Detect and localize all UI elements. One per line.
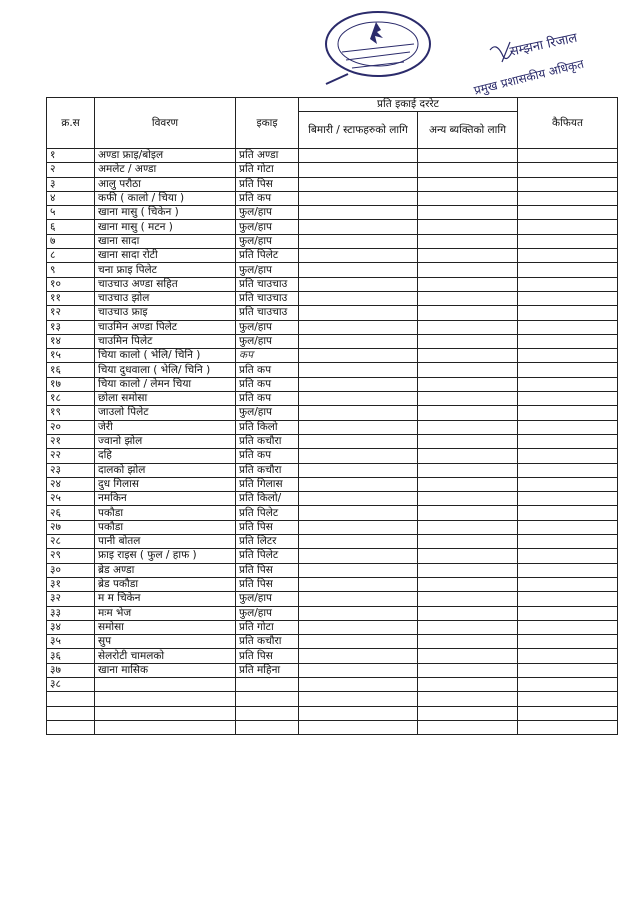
row-rate-other [418,649,518,663]
row-unit: प्रति कप [236,363,299,377]
row-unit [236,677,299,691]
table-row [47,363,618,377]
row-sn: १५ [47,349,95,363]
row-rate-patient [299,620,418,634]
row-description: चाउचाउ अण्डा सहित [95,277,236,291]
row-rate-patient [299,706,418,720]
row-sn: २७ [47,520,95,534]
row-remarks [518,606,618,620]
row-description [95,706,236,720]
row-description: चाउचाउ फ्राइ [95,306,236,320]
row-description: ब्रेड पकौडा [95,577,236,591]
row-rate-other [418,463,518,477]
row-description: छोला समोसा [95,392,236,406]
row-sn: २ [47,163,95,177]
row-rate-patient [299,649,418,663]
rate-table-body [47,149,618,735]
row-rate-other [418,706,518,720]
row-remarks [518,477,618,491]
row-sn: २२ [47,449,95,463]
row-unit: फुल/हाप [236,334,299,348]
row-remarks [518,177,618,191]
row-remarks [518,520,618,534]
row-sn: ३३ [47,606,95,620]
table-row [47,349,618,363]
row-rate-patient [299,463,418,477]
table-row [47,720,618,734]
row-rate-other [418,349,518,363]
row-description: जाउलो पिलेट [95,406,236,420]
row-remarks [518,249,618,263]
row-unit: प्रति पिलेट [236,249,299,263]
row-rate-patient [299,692,418,706]
row-rate-other [418,377,518,391]
row-remarks [518,149,618,163]
row-rate-patient [299,449,418,463]
row-rate-other [418,220,518,234]
row-remarks [518,635,618,649]
row-unit: प्रति पिस [236,563,299,577]
row-remarks [518,420,618,434]
table-row [47,306,618,320]
row-description: सुप [95,635,236,649]
table-row [47,492,618,506]
row-unit: प्रति महिना [236,663,299,677]
row-remarks [518,720,618,734]
row-rate-patient [299,577,418,591]
row-rate-patient [299,234,418,248]
row-unit: प्रति पिलेट [236,549,299,563]
row-rate-other [418,334,518,348]
row-unit: फुल/हाप [236,220,299,234]
row-remarks [518,277,618,291]
row-sn: ३४ [47,620,95,634]
row-remarks [518,434,618,448]
row-sn: ३७ [47,663,95,677]
row-rate-other [418,291,518,305]
header-remarks: कैफियत [518,98,618,149]
row-unit: प्रति कप [236,377,299,391]
table-row [47,506,618,520]
row-description: सेलरोटी चामलको [95,649,236,663]
row-rate-patient [299,663,418,677]
row-rate-patient [299,191,418,205]
row-remarks [518,649,618,663]
row-remarks [518,306,618,320]
table-row [47,520,618,534]
signatory-name: सम्झना रिजाल [508,30,579,60]
row-rate-other [418,363,518,377]
row-rate-patient [299,306,418,320]
row-description: खाना मासु ( चिकेन ) [95,206,236,220]
row-rate-other [418,263,518,277]
row-remarks [518,334,618,348]
row-remarks [518,263,618,277]
row-sn: ३२ [47,592,95,606]
table-row [47,234,618,248]
row-sn: ३८ [47,677,95,691]
row-description: अमलेट / अण्डा [95,163,236,177]
table-row [47,606,618,620]
row-description: खाना मासु ( मटन ) [95,220,236,234]
row-sn: ३६ [47,649,95,663]
row-rate-patient [299,477,418,491]
row-description: पकौडा [95,506,236,520]
row-unit [236,720,299,734]
row-rate-other [418,406,518,420]
table-row [47,449,618,463]
row-description: आलु परौठा [95,177,236,191]
row-description: चाउचाउ झोल [95,291,236,305]
row-remarks [518,663,618,677]
row-remarks [518,549,618,563]
row-sn: २५ [47,492,95,506]
row-sn: ११ [47,291,95,305]
row-rate-other [418,720,518,734]
row-unit: कप [236,349,299,363]
header-rate-patient: बिमारी / स्टाफहरुको लागि [299,112,418,149]
row-unit: प्रति कचौरा [236,463,299,477]
row-rate-patient [299,563,418,577]
row-unit: प्रति किलो [236,420,299,434]
row-unit: प्रति गोटा [236,620,299,634]
row-unit: प्रति चाउचाउ [236,306,299,320]
table-row [47,434,618,448]
signatory-title: प्रमुख प्रशासकीय अधिकृत [472,56,586,98]
row-rate-patient [299,606,418,620]
row-description: जेरी [95,420,236,434]
row-unit: प्रति कप [236,191,299,205]
row-sn: १२ [47,306,95,320]
row-remarks [518,535,618,549]
row-rate-patient [299,406,418,420]
table-row [47,549,618,563]
row-rate-other [418,520,518,534]
row-sn: २८ [47,535,95,549]
row-unit: प्रति पिस [236,577,299,591]
row-sn: ५ [47,206,95,220]
row-rate-other [418,434,518,448]
row-remarks [518,163,618,177]
row-description: कफी ( कालो / चिया ) [95,191,236,205]
row-sn: २४ [47,477,95,491]
table-row [47,206,618,220]
row-sn: १४ [47,334,95,348]
row-sn: २० [47,420,95,434]
row-rate-patient [299,177,418,191]
row-remarks [518,406,618,420]
table-row [47,163,618,177]
table-row [47,620,618,634]
row-description: चाउमिन अण्डा पिलेट [95,320,236,334]
row-rate-other [418,692,518,706]
row-unit: फुल/हाप [236,263,299,277]
row-unit: प्रति पिस [236,520,299,534]
row-rate-other [418,234,518,248]
row-rate-other [418,663,518,677]
row-description: चना फ्राइ पिलेट [95,263,236,277]
row-remarks [518,449,618,463]
row-unit: फुल/हाप [236,406,299,420]
row-sn: ८ [47,249,95,263]
row-rate-patient [299,206,418,220]
row-description [95,692,236,706]
row-rate-patient [299,592,418,606]
row-sn: ३५ [47,635,95,649]
row-rate-patient [299,277,418,291]
row-rate-other [418,492,518,506]
row-sn: ३ [47,177,95,191]
row-unit: फुल/हाप [236,206,299,220]
row-sn: १० [47,277,95,291]
row-rate-patient [299,677,418,691]
office-stamp [318,4,438,88]
row-unit: प्रति कप [236,392,299,406]
row-remarks [518,506,618,520]
row-sn: २३ [47,463,95,477]
row-rate-other [418,677,518,691]
row-unit: फुल/हाप [236,606,299,620]
row-remarks [518,492,618,506]
table-row [47,220,618,234]
row-sn: ६ [47,220,95,234]
row-sn [47,692,95,706]
row-description: खाना सादा रोटी [95,249,236,263]
row-rate-patient [299,291,418,305]
row-remarks [518,706,618,720]
table-row [47,592,618,606]
table-row [47,177,618,191]
table-row [47,535,618,549]
table-row [47,377,618,391]
row-description: समोसा [95,620,236,634]
row-sn [47,720,95,734]
row-rate-other [418,635,518,649]
row-rate-other [418,477,518,491]
rate-table [46,97,618,735]
row-description: चिया कालो / लेमन चिया [95,377,236,391]
header-sn: क्र.स [47,98,95,149]
row-unit [236,706,299,720]
table-row [47,249,618,263]
row-rate-other [418,549,518,563]
row-unit: प्रति किलो/ [236,492,299,506]
row-rate-other [418,163,518,177]
row-description: चिया दुधवाला ( भेलि/ चिनि ) [95,363,236,377]
row-remarks [518,349,618,363]
row-sn: १८ [47,392,95,406]
row-sn: ३० [47,563,95,577]
row-rate-other [418,392,518,406]
row-unit: फुल/हाप [236,234,299,248]
row-rate-other [418,149,518,163]
row-remarks [518,677,618,691]
table-row [47,191,618,205]
row-sn: २९ [47,549,95,563]
row-description: दालको झोल [95,463,236,477]
row-sn: ७ [47,234,95,248]
row-unit: प्रति चाउचाउ [236,291,299,305]
row-rate-other [418,320,518,334]
table-row [47,563,618,577]
row-description: नमकिन [95,492,236,506]
row-sn: २१ [47,434,95,448]
row-rate-patient [299,520,418,534]
row-unit: प्रति पिस [236,177,299,191]
row-rate-other [418,249,518,263]
row-description: खाना मासिक [95,663,236,677]
table-row [47,692,618,706]
row-remarks [518,577,618,591]
row-rate-patient [299,549,418,563]
row-rate-patient [299,434,418,448]
row-sn: ३१ [47,577,95,591]
table-row [47,392,618,406]
table-row [47,677,618,691]
row-rate-other [418,563,518,577]
table-row [47,649,618,663]
row-rate-patient [299,635,418,649]
row-rate-patient [299,492,418,506]
row-unit: प्रति गिलास [236,477,299,491]
row-rate-patient [299,320,418,334]
row-rate-other [418,620,518,634]
table-row [47,291,618,305]
row-unit: प्रति पिलेट [236,506,299,520]
row-rate-other [418,277,518,291]
row-description: चाउमिन पिलेट [95,334,236,348]
row-remarks [518,291,618,305]
row-description: पकौडा [95,520,236,534]
row-rate-patient [299,506,418,520]
row-sn [47,706,95,720]
row-rate-other [418,506,518,520]
row-remarks [518,620,618,634]
table-row [47,149,618,163]
table-row [47,277,618,291]
row-rate-other [418,592,518,606]
row-rate-patient [299,720,418,734]
row-rate-patient [299,249,418,263]
row-description [95,720,236,734]
row-rate-other [418,177,518,191]
row-remarks [518,692,618,706]
row-rate-patient [299,334,418,348]
row-unit: प्रति कचौरा [236,635,299,649]
table-row [47,406,618,420]
header-rate-other: अन्य ब्यक्तिको लागि [418,112,518,149]
row-description: दुध गिलास [95,477,236,491]
row-description: ज्वानो झोल [95,434,236,448]
row-description: म म चिकेन [95,592,236,606]
row-sn: १७ [47,377,95,391]
row-rate-patient [299,420,418,434]
row-description: फ्राइ राइस ( फुल / हाफ ) [95,549,236,563]
row-unit: प्रति गोटा [236,163,299,177]
row-unit: प्रति चाउचाउ [236,277,299,291]
table-row [47,635,618,649]
row-unit: प्रति कप [236,449,299,463]
row-unit [236,692,299,706]
row-remarks [518,363,618,377]
row-sn: १३ [47,320,95,334]
row-unit: प्रति अण्डा [236,149,299,163]
row-description: दहि [95,449,236,463]
row-unit: फुल/हाप [236,320,299,334]
table-row [47,663,618,677]
row-remarks [518,191,618,205]
table-row [47,420,618,434]
header-description: विवरण [95,98,236,149]
row-remarks [518,206,618,220]
row-remarks [518,320,618,334]
row-description: खाना सादा [95,234,236,248]
row-description: अण्डा फ्राइ/बोइल [95,149,236,163]
row-sn: २६ [47,506,95,520]
table-row [47,334,618,348]
table-row [47,263,618,277]
row-remarks [518,392,618,406]
row-rate-patient [299,392,418,406]
row-unit: फुल/हाप [236,592,299,606]
table-row [47,320,618,334]
row-remarks [518,377,618,391]
row-rate-patient [299,377,418,391]
row-rate-patient [299,220,418,234]
row-unit: प्रति कचौरा [236,434,299,448]
row-description: चिया कालो ( भेलि/ चिनि ) [95,349,236,363]
table-row [47,463,618,477]
row-sn: १९ [47,406,95,420]
table-row [47,706,618,720]
row-description: मःम भेज [95,606,236,620]
row-sn: १ [47,149,95,163]
row-remarks [518,563,618,577]
row-description: ब्रेड अण्डा [95,563,236,577]
row-rate-other [418,606,518,620]
row-rate-patient [299,535,418,549]
row-description: पानी बोतल [95,535,236,549]
table-row [47,577,618,591]
table-row [47,477,618,491]
row-unit: प्रति पिस [236,649,299,663]
row-unit: प्रति लिटर [236,535,299,549]
header-rate-group: प्रति इकाई दररेट [299,98,518,112]
row-rate-other [418,449,518,463]
row-description [95,677,236,691]
row-rate-other [418,206,518,220]
row-sn: ४ [47,191,95,205]
row-remarks [518,220,618,234]
row-rate-other [418,191,518,205]
row-rate-patient [299,163,418,177]
row-rate-other [418,535,518,549]
row-rate-other [418,306,518,320]
row-rate-patient [299,263,418,277]
row-rate-patient [299,363,418,377]
row-rate-other [418,577,518,591]
header-unit: इकाइ [236,98,299,149]
row-sn: ९ [47,263,95,277]
row-sn: १६ [47,363,95,377]
row-rate-other [418,420,518,434]
row-remarks [518,234,618,248]
row-remarks [518,592,618,606]
row-remarks [518,463,618,477]
row-rate-patient [299,349,418,363]
row-rate-patient [299,149,418,163]
